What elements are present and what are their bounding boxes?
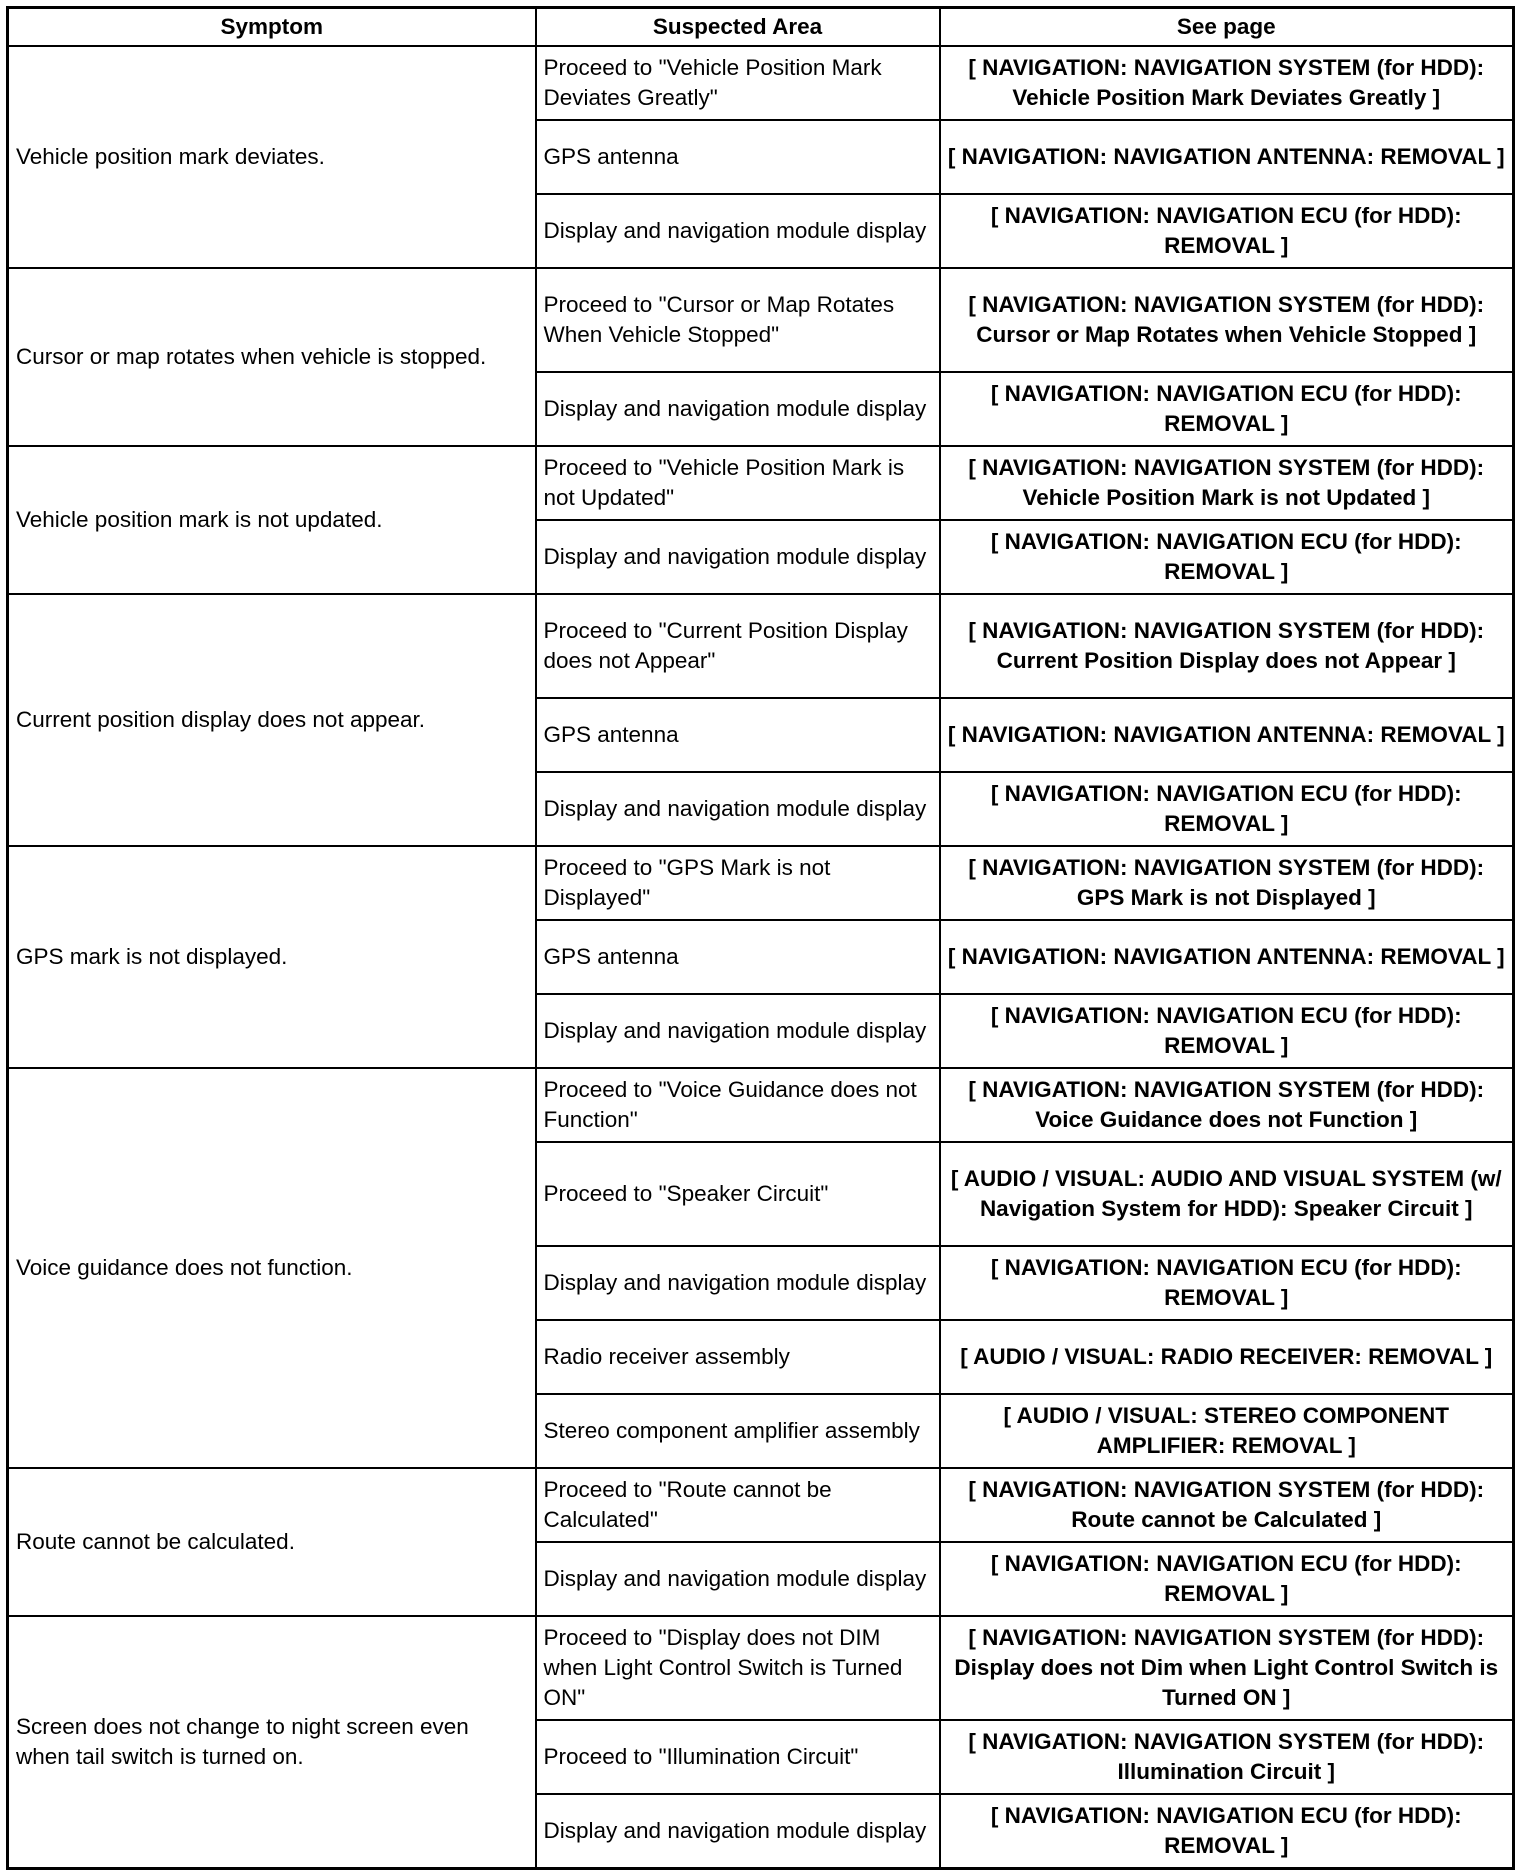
table-row [8,1068,1514,1142]
suspected-area-cell: Display and navigation module display [536,194,940,268]
see-page-link[interactable]: [ NAVIGATION: NAVIGATION SYSTEM (for HDD): GPS Mark is not Displayed ] [940,846,1514,920]
see-page-link[interactable]: [ AUDIO / VISUAL: STEREO COMPONENT AMPLIFIER: REMOVAL ] [940,1394,1514,1468]
suspected-area-cell: Proceed to "Cursor or Map Rotates When Vehicle Stopped" [536,268,940,372]
diagnosis-table-container [6,6,1512,1858]
see-page-link[interactable]: [ NAVIGATION: NAVIGATION SYSTEM (for HDD): Voice Guidance does not Function ] [940,1068,1514,1142]
suspected-area-cell: Proceed to "Vehicle Position Mark is not Updated" [536,446,940,520]
header-symptom: Symptom [8,8,536,47]
table-row [8,446,1514,520]
see-page-link[interactable]: [ NAVIGATION: NAVIGATION SYSTEM (for HDD): Vehicle Position Mark Deviates Greatly ] [940,46,1514,120]
table-row [8,1616,1514,1720]
see-page-link[interactable]: [ NAVIGATION: NAVIGATION ECU (for HDD): REMOVAL ] [940,194,1514,268]
table-row [8,268,1514,372]
suspected-area-cell: Display and navigation module display [536,372,940,446]
suspected-area-cell: Proceed to "Display does not DIM when Light Control Switch is Turned ON" [536,1616,940,1720]
suspected-area-cell: Proceed to "Speaker Circuit" [536,1142,940,1246]
see-page-link[interactable]: [ NAVIGATION: NAVIGATION SYSTEM (for HDD): Display does not Dim when Light Control Switch is Turned ON ] [940,1616,1514,1720]
see-page-link[interactable]: [ NAVIGATION: NAVIGATION ECU (for HDD): REMOVAL ] [940,772,1514,846]
suspected-area-cell: Radio receiver assembly [536,1320,940,1394]
suspected-area-cell: Display and navigation module display [536,1246,940,1320]
symptom-cell: Screen does not change to night screen even when tail switch is turned on. [8,1616,536,1869]
table-row [8,594,1514,698]
symptom-cell: Vehicle position mark deviates. [8,46,536,268]
suspected-area-cell: GPS antenna [536,698,940,772]
symptom-cell: GPS mark is not displayed. [8,846,536,1068]
suspected-area-cell: GPS antenna [536,920,940,994]
see-page-link[interactable]: [ NAVIGATION: NAVIGATION ANTENNA: REMOVAL ] [940,920,1514,994]
table-row [8,1468,1514,1542]
see-page-link[interactable]: [ NAVIGATION: NAVIGATION SYSTEM (for HDD): Route cannot be Calculated ] [940,1468,1514,1542]
see-page-link[interactable]: [ NAVIGATION: NAVIGATION SYSTEM (for HDD): Vehicle Position Mark is not Updated ] [940,446,1514,520]
table-row [8,846,1514,920]
symptom-cell: Cursor or map rotates when vehicle is stopped. [8,268,536,446]
see-page-link[interactable]: [ NAVIGATION: NAVIGATION ECU (for HDD): REMOVAL ] [940,372,1514,446]
see-page-link[interactable]: [ NAVIGATION: NAVIGATION ANTENNA: REMOVAL ] [940,120,1514,194]
see-page-link[interactable]: [ NAVIGATION: NAVIGATION ECU (for HDD): REMOVAL ] [940,1794,1514,1869]
see-page-link[interactable]: [ NAVIGATION: NAVIGATION SYSTEM (for HDD): Illumination Circuit ] [940,1720,1514,1794]
symptom-cell: Voice guidance does not function. [8,1068,536,1468]
suspected-area-cell: Proceed to "Illumination Circuit" [536,1720,940,1794]
problem-symptoms-table [6,6,1515,1870]
see-page-link[interactable]: [ NAVIGATION: NAVIGATION ECU (for HDD): REMOVAL ] [940,520,1514,594]
suspected-area-cell: GPS antenna [536,120,940,194]
suspected-area-cell: Display and navigation module display [536,1794,940,1869]
suspected-area-cell: Proceed to "Current Position Display does not Appear" [536,594,940,698]
suspected-area-cell: Display and navigation module display [536,772,940,846]
see-page-link[interactable]: [ NAVIGATION: NAVIGATION SYSTEM (for HDD): Current Position Display does not Appear ] [940,594,1514,698]
suspected-area-cell: Proceed to "Voice Guidance does not Function" [536,1068,940,1142]
see-page-link[interactable]: [ NAVIGATION: NAVIGATION SYSTEM (for HDD): Cursor or Map Rotates when Vehicle Stopped ] [940,268,1514,372]
see-page-link[interactable]: [ AUDIO / VISUAL: AUDIO AND VISUAL SYSTEM (w/ Navigation System for HDD): Speaker Circuit ] [940,1142,1514,1246]
table-header-row [8,8,1514,47]
suspected-area-cell: Display and navigation module display [536,1542,940,1616]
symptom-cell: Vehicle position mark is not updated. [8,446,536,594]
see-page-link[interactable]: [ AUDIO / VISUAL: RADIO RECEIVER: REMOVAL ] [940,1320,1514,1394]
see-page-link[interactable]: [ NAVIGATION: NAVIGATION ECU (for HDD): REMOVAL ] [940,994,1514,1068]
see-page-link[interactable]: [ NAVIGATION: NAVIGATION ECU (for HDD): REMOVAL ] [940,1246,1514,1320]
suspected-area-cell: Proceed to "Vehicle Position Mark Deviates Greatly" [536,46,940,120]
see-page-link[interactable]: [ NAVIGATION: NAVIGATION ANTENNA: REMOVAL ] [940,698,1514,772]
suspected-area-cell: Proceed to "Route cannot be Calculated" [536,1468,940,1542]
header-suspected-area: Suspected Area [536,8,940,47]
table-row [8,46,1514,120]
suspected-area-cell: Proceed to "GPS Mark is not Displayed" [536,846,940,920]
symptom-cell: Current position display does not appear. [8,594,536,846]
see-page-link[interactable]: [ NAVIGATION: NAVIGATION ECU (for HDD): REMOVAL ] [940,1542,1514,1616]
suspected-area-cell: Display and navigation module display [536,520,940,594]
header-see-page: See page [940,8,1514,47]
suspected-area-cell: Display and navigation module display [536,994,940,1068]
symptom-cell: Route cannot be calculated. [8,1468,536,1616]
suspected-area-cell: Stereo component amplifier assembly [536,1394,940,1468]
